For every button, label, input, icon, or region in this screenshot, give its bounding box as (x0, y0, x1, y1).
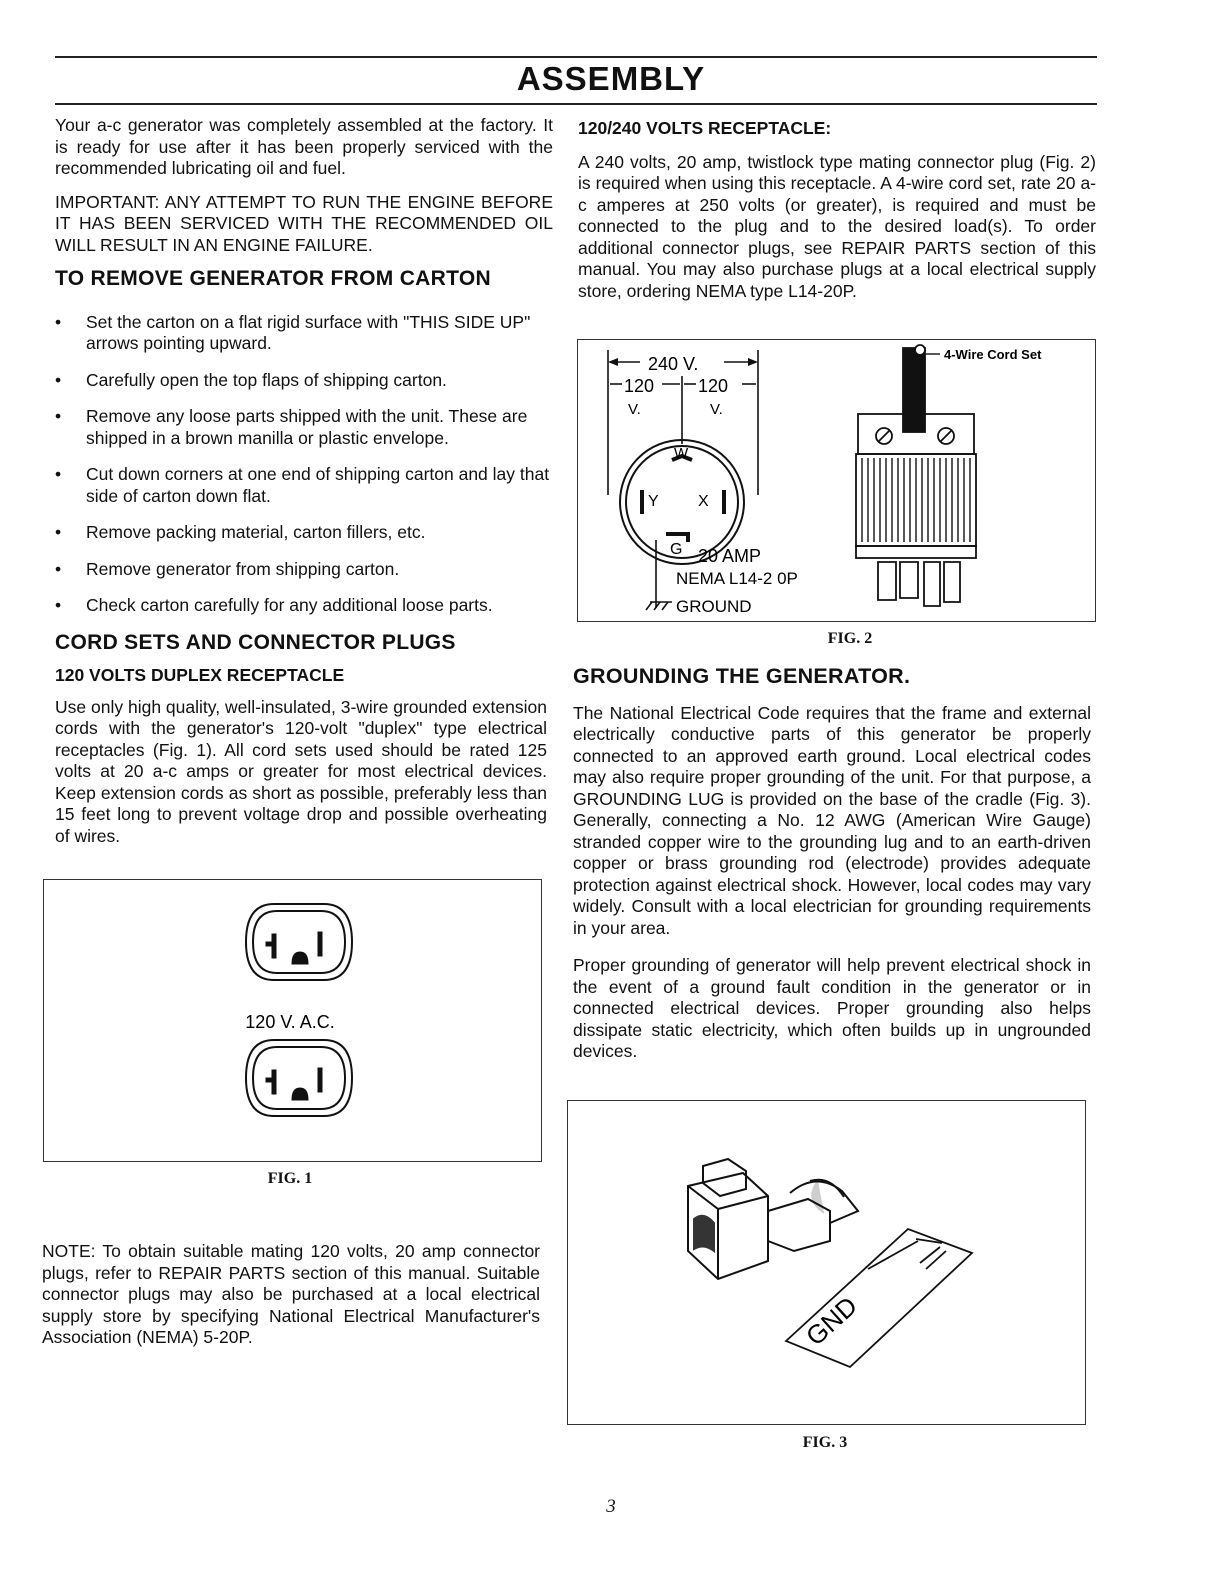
right-column (578, 118, 1096, 302)
list-item: • Set the carton on a flat rigid surface with "THIS SIDE UP" arrows pointing upward. (55, 312, 553, 355)
duplex-heading: 120 VOLTS DUPLEX RECEPTACLE (55, 665, 345, 685)
lug-body (688, 1159, 858, 1279)
fig2-120-right: 120 (698, 376, 729, 396)
outlet-top (246, 904, 352, 980)
receptacle-heading: 120/240 VOLTS RECEPTACLE: (578, 118, 832, 138)
list-item: • Cut down corners at one end of shipping carton and lay that side of carton down flat. (55, 464, 553, 507)
fig2-g: G (670, 541, 683, 558)
fig2-caption: FIG. 2 (827, 630, 873, 647)
remove-steps-list (55, 312, 553, 617)
fig1-duplex-receptacle (43, 879, 542, 1162)
grounding-section (573, 666, 1091, 1063)
intro-paragraph: Your a-c generator was completely assembled at the factory. It is ready for use after it has been properly serviced with the recommended lubricating oil and fuel. (55, 115, 553, 178)
arrow-240-right (748, 358, 758, 366)
grounding-paragraph-1: The National Electrical Code requires that the frame and external electrically conductive parts of this generator be properly connected to an approved earth ground. Local electrical codes may also require proper grounding of the unit. For that purpose, a GROUNDING LUG is provided on the base of the cradle (Fig. 3). Generally, connecting a No. 12 AWG (American Wire Gauge) stranded copper wire to the grounding lug and to an earth-driven copper or brass grounding rod (electrode) provides adequate protection against electrical shock. However, local codes may vary widely. Consult with a local electrician for grounding requirements in your area. (573, 702, 1091, 938)
title-underline (55, 103, 1097, 105)
page-title: ASSEMBLY (516, 60, 706, 97)
plug-ribs (862, 458, 970, 542)
note-block (42, 1241, 540, 1349)
list-item: • Carefully open the top flaps of shipping carton. (55, 370, 553, 392)
fig2-y: Y (648, 493, 659, 510)
grounding-heading: GROUNDING THE GENERATOR. (573, 664, 911, 688)
list-item: • Remove any loose parts shipped with the unit. These are shipped in a brown manilla or plastic envelope. (55, 406, 553, 449)
fig3-gnd-label: GND (799, 1290, 863, 1352)
gnd-plate (786, 1229, 972, 1367)
receptacle-paragraph: A 240 volts, 20 amp, twistlock type mating connector plug (Fig. 2) is required when using this receptacle. A 4-wire cord set, rate 20 a-c amperes at 250 volts (or greater), is required and must be connected to the plug and to the desired load(s). To order additional connector plugs, see REPAIR PARTS section of this manual. You may also purchase plugs at a local electrical supply store, ordering NEMA type L14-20P. (578, 151, 1096, 301)
top-rule (55, 56, 1097, 58)
cord-sets-heading: CORD SETS AND CONNECTOR PLUGS (55, 630, 456, 654)
fig1-voltage-label: 120 V. A.C. (245, 1012, 335, 1032)
fig2-v-right: V. (710, 401, 723, 418)
ground-symbol (646, 602, 672, 610)
grounding-paragraph-2: Proper grounding of generator will help prevent electrical shock in the event of a ground fault condition in the generator or in connected electrical devices. Proper grounding also helps dissipate static electricity, which often builds up in ungrounded devices. (573, 955, 1091, 1061)
list-item: • Remove generator from shipping carton. (55, 559, 553, 581)
fig3-caption: FIG. 3 (802, 1434, 848, 1451)
fig2-cord-label: 4-Wire Cord Set (944, 347, 1042, 362)
left-column (55, 115, 553, 847)
fig2-120-left: 120 (624, 376, 655, 396)
remove-carton-heading: TO REMOVE GENERATOR FROM CARTON (55, 267, 491, 290)
fig2-v-left: V. (628, 401, 641, 418)
important-warning: IMPORTANT: ANY ATTEMPT TO RUN THE ENGINE BEFORE IT HAS BEEN SERVICED WITH THE RECOMMENDED OIL WILL RESULT IN AN ENGINE FAILURE. (55, 191, 553, 255)
fig2-nema: NEMA L14-2 0P (676, 569, 798, 588)
outlet-bottom (246, 1040, 352, 1116)
duplex-receptacle-drawing (44, 880, 541, 1161)
fig3-grounding-lug (567, 1100, 1086, 1425)
twistlock-drawing (578, 340, 1095, 621)
note-paragraph: NOTE: To obtain suitable mating 120 volts, 20 amp connector plugs, refer to REPAIR PARTS section of this manual. Suitable connector plugs may also be purchased at a local electrical supply store by specifying National Electrical Manufacturer's Association (NEMA) 5-20P. (42, 1241, 540, 1347)
fig1-caption: FIG. 1 (267, 1170, 313, 1187)
fig2-w: W (674, 445, 689, 462)
list-item: • Check carton carefully for any additional loose parts. (55, 595, 553, 617)
fig2-twistlock-plug (577, 339, 1096, 622)
page-number: 3 (606, 1496, 616, 1517)
fig2-240v: 240 V. (648, 354, 699, 374)
duplex-paragraph: Use only high quality, well-insulated, 3-wire grounded extension cords with the generator's 120-volt "duplex" type electrical receptacles (Fig. 1). All cord sets used should be rated 125 volts at 20 a-c amps or greater for most electrical devices. Keep extension cords as short as possible, preferably less than 15 feet long to prevent voltage drop and possible overheating of wires. (55, 696, 547, 846)
fig2-ground: GROUND (676, 597, 752, 616)
fig2-amp: 20 AMP (698, 546, 762, 566)
list-item: • Remove packing material, carton fillers, etc. (55, 522, 553, 544)
arrow-240-left (608, 358, 618, 366)
fig2-x: X (698, 493, 709, 510)
grounding-lug-drawing (568, 1101, 1085, 1424)
